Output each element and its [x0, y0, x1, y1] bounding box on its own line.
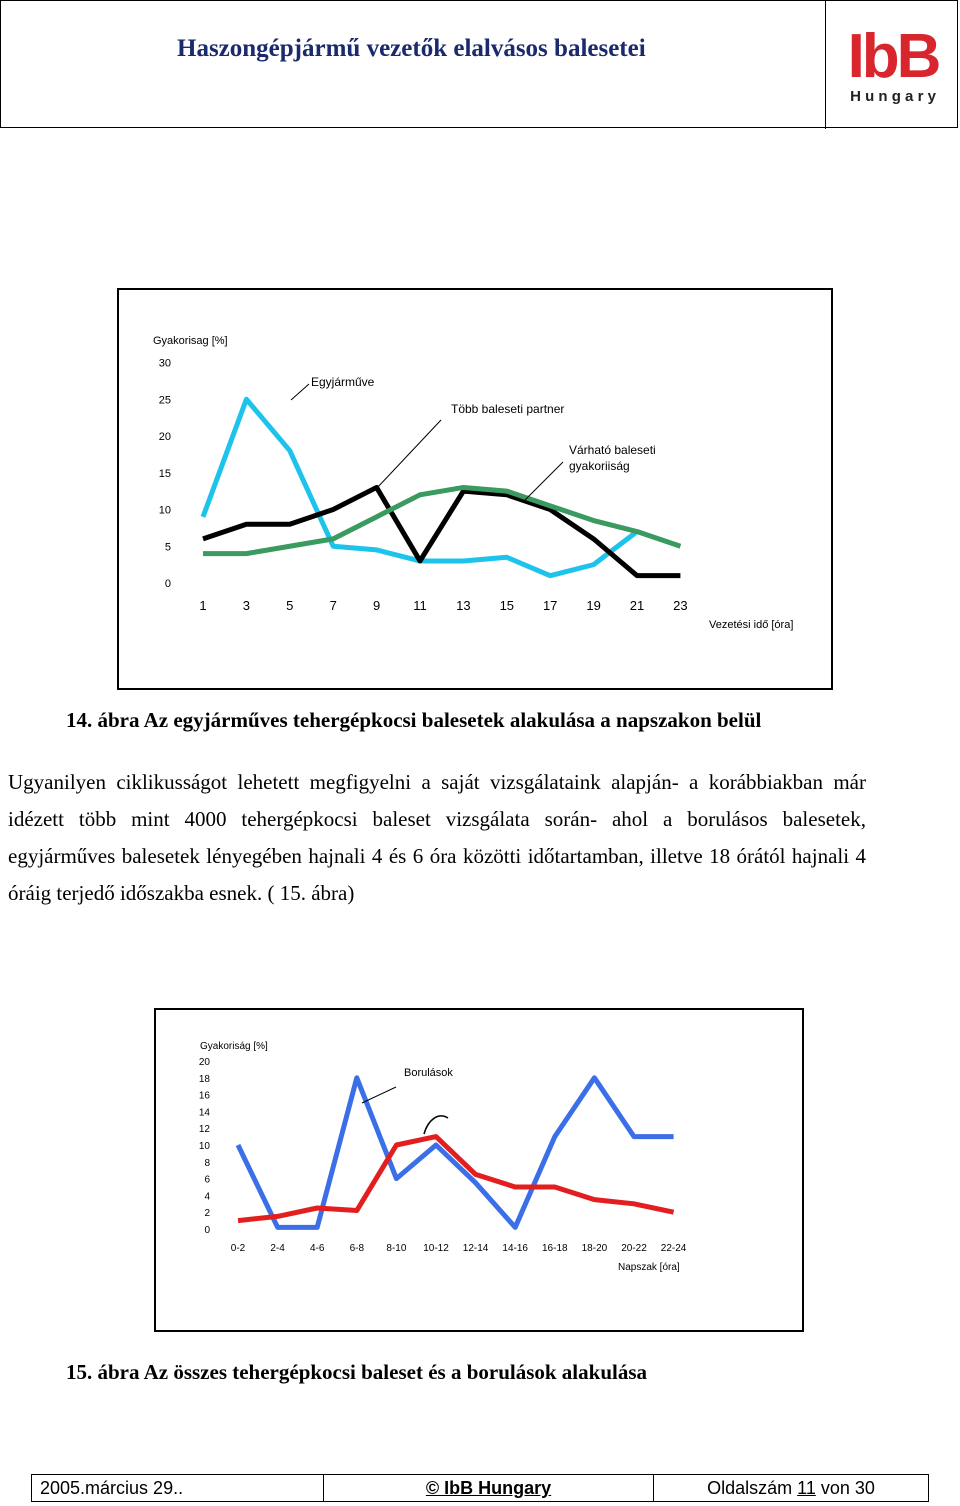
footer-page-prefix: Oldalszám: [707, 1478, 798, 1498]
chart2-y-ticks: [199, 1057, 211, 1236]
chart2-y-tick-label: 14: [198, 1107, 210, 1119]
chart2-x-tick-label: 10-12: [423, 1243, 449, 1254]
ibb-logo: [833, 19, 953, 111]
chart1-x-tick-label: 15: [499, 598, 515, 613]
chart1-annotation-egyjarmuve: Egyjárműve: [311, 375, 375, 389]
chart1-x-tick-label: 1: [199, 598, 207, 613]
chart1-x-axis-title: Vezetési idő [óra]: [709, 619, 794, 631]
chart1-y-tick-label: 0: [164, 578, 171, 590]
chart2-x-ticks: [231, 1243, 687, 1254]
chart2-annotation-borulasok: Borulások: [404, 1067, 453, 1079]
chart2-x-tick-label: 2-4: [270, 1243, 285, 1254]
chart2-x-tick-label: 14-16: [502, 1243, 528, 1254]
chart2-y-tick-label: 20: [198, 1057, 210, 1068]
chart2-y-tick-label: 4: [204, 1191, 210, 1203]
chart1-leader-tobb-partner: [377, 420, 441, 488]
chart2-y-tick-label: 18: [198, 1073, 210, 1085]
chart1-x-tick-label: 5: [286, 598, 294, 613]
chart2-x-tick-label: 18-20: [581, 1243, 608, 1254]
document-title: Haszongépjármű vezetők elalvásos balesetei: [177, 35, 646, 62]
chart1-y-tick-label: 10: [158, 504, 171, 517]
chart1-x-tick-label: 17: [542, 598, 558, 613]
figure-caption-14: 14. ábra Az egyjárműves tehergépkocsi balesetek alakulása a napszakon belül: [66, 708, 762, 732]
logo-subtext: H u n g a r y: [850, 88, 936, 105]
chart1-series: [203, 399, 680, 575]
chart2-x-axis-title: Napszak [óra]: [618, 1262, 680, 1273]
footer-page-current: 11: [797, 1478, 816, 1498]
chart2-series: [238, 1078, 674, 1228]
chart1-x-tick-label: 7: [329, 598, 337, 613]
footer-copyright: [324, 1475, 654, 1501]
chart1-y-tick-label: 25: [158, 394, 171, 407]
chart2-x-tick-label: 0-2: [230, 1243, 246, 1254]
chart-rollover: [154, 1008, 804, 1332]
logo-wordmark: IbB: [847, 22, 939, 91]
chart-rollover-svg: [156, 1010, 802, 1330]
chart1-x-tick-label: 11: [413, 598, 427, 613]
chart1-y-tick-label: 20: [158, 431, 171, 443]
chart2-x-tick-label: 20-22: [621, 1243, 647, 1254]
chart1-x-tick-label: 9: [372, 598, 381, 613]
chart2-y-tick-label: 10: [198, 1141, 210, 1152]
chart2-x-tick-label: 4-6: [309, 1243, 325, 1254]
chart1-x-tick-label: 13: [456, 598, 471, 613]
chart-single-vehicle: [117, 288, 833, 690]
chart1-y-ticks: [159, 358, 171, 591]
footer-copyright-text: © IbB Hungary: [425, 1478, 552, 1498]
chart1-y-axis-title: Gyakorisag [%]: [153, 335, 228, 347]
chart2-x-tick-label: 12-14: [462, 1243, 489, 1254]
chart1-annotation-varhato-1: Várható baleseti: [569, 443, 656, 457]
chart2-x-tick-label: 6-8: [349, 1243, 365, 1254]
chart-single-vehicle-svg: [119, 290, 831, 688]
chart1-x-tick-label: 3: [242, 598, 251, 613]
chart2-y-tick-label: 8: [204, 1157, 210, 1169]
chart1-leader-egyjarmuve: [291, 384, 309, 400]
chart1-x-tick-label: 21: [629, 598, 645, 613]
chart2-y-tick-label: 12: [198, 1124, 210, 1136]
header-divider: [825, 1, 826, 129]
chart1-annotation-tobb-partner: Több baleseti partner: [451, 402, 565, 416]
footer-page-suffix: von 30: [815, 1478, 875, 1498]
body-paragraph: Ugyanilyen ciklikusságot lehetett megfigyelni a saját vizsgálataink alapján- a korábbiakban már idézett több mint 4000 tehergépkocsi baleset vizsgálata során- ahol a borulásos balesetek, egyjárműves balesetek lényegében hajnali 4 és 6 óra közötti időtartamban, illetve 18 órától hajnali 4 óráig terjedő időszakba esnek. ( 15. ábra): [8, 770, 866, 905]
chart2-y-tick-label: 16: [198, 1090, 210, 1102]
chart1-y-tick-label: 5: [164, 541, 171, 554]
chart2-leader-borulasok: [362, 1087, 396, 1103]
chart2-y-tick-label: 0: [204, 1225, 210, 1236]
chart1-x-tick-label: 19: [586, 598, 601, 613]
figure-caption-15: 15. ábra Az összes tehergépkocsi baleset és a borulások alakulása: [66, 1360, 648, 1384]
page-footer: [31, 1474, 929, 1502]
chart2-y-tick-label: 2: [204, 1208, 210, 1220]
footer-date: 2005.március 29..: [32, 1475, 324, 1501]
page-header: [0, 0, 958, 128]
chart2-x-tick-label: 16-18: [542, 1243, 568, 1254]
chart2-leader-curve: [424, 1116, 448, 1134]
chart1-y-tick-label: 30: [158, 357, 171, 370]
chart1-leader-varhato: [525, 462, 563, 500]
chart1-y-tick-label: 15: [158, 467, 171, 480]
chart2-y-axis-title: Gyakoriság [%]: [200, 1041, 268, 1052]
footer-page-number: [654, 1475, 928, 1501]
chart1-series-line-3: [203, 487, 680, 553]
chart1-x-ticks: [199, 598, 687, 613]
chart1-x-tick-label: 23: [673, 598, 688, 613]
chart1-annotation-varhato-2: gyakoriiság: [569, 459, 630, 473]
chart2-y-tick-label: 6: [204, 1174, 210, 1186]
chart2-x-tick-label: 8-10: [386, 1243, 407, 1254]
chart2-x-tick-label: 22-24: [660, 1243, 687, 1254]
chart2-series-line-2: [238, 1137, 674, 1221]
